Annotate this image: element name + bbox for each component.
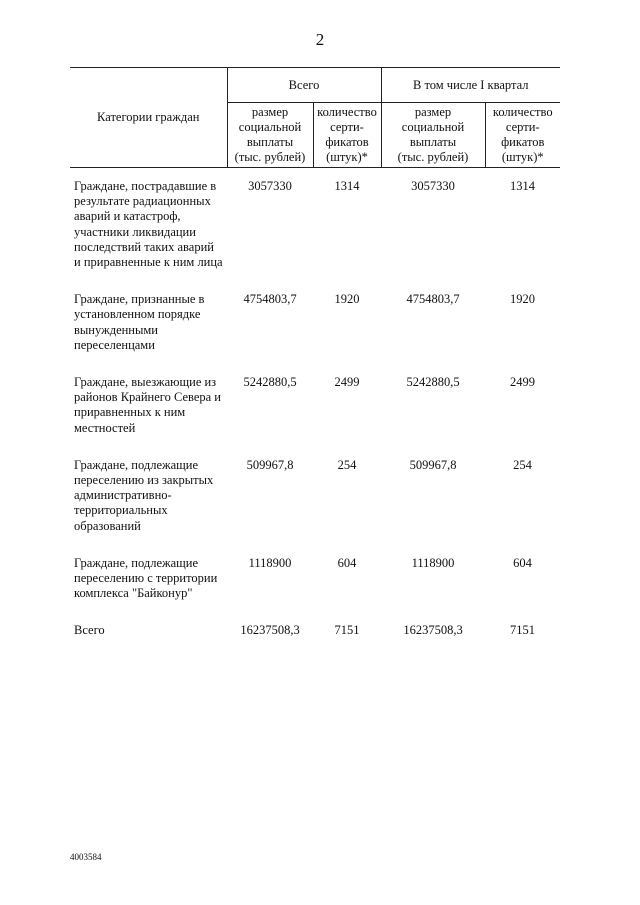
table-row	[70, 375, 560, 458]
header-category: Категории граждан	[70, 68, 227, 168]
row-q1-payment: 1118900	[411, 555, 455, 570]
row-total-certs: 2499	[334, 375, 360, 390]
row-q1-payment: 5242880,5	[406, 375, 460, 390]
row-total-payment: 16237508,3	[240, 623, 300, 638]
row-total-certs: 1920	[334, 292, 360, 307]
table-row	[70, 179, 560, 292]
row-total-payment: 1118900	[248, 555, 292, 570]
row-q1-payment: 16237508,3	[403, 623, 463, 638]
table-row	[70, 556, 560, 624]
row-q1-certs: 2499	[510, 375, 535, 390]
header-total-payment: размер социальной выплаты (тыс. рублей)	[227, 103, 313, 168]
row-category: Граждане, признанные в установленном порядке вынужденными переселенцами	[74, 292, 205, 352]
row-q1-certs: 7151	[510, 623, 535, 638]
header-group-quarter: В том числе I квартал	[381, 68, 560, 103]
page-number: 2	[315, 30, 325, 49]
row-total-certs: 1314	[334, 179, 360, 193]
row-q1-payment: 509967,8	[409, 457, 457, 472]
row-q1-payment: 3057330	[411, 179, 455, 193]
row-total-certs: 7151	[334, 623, 360, 638]
row-total-payment: 509967,8	[246, 457, 294, 472]
header-group-total: Всего	[227, 68, 381, 103]
document-code: 4003584	[70, 852, 102, 862]
table-row	[70, 458, 560, 556]
header-total-certs: количество серти- фикатов (штук)*	[313, 103, 381, 168]
row-q1-certs: 1920	[510, 292, 535, 307]
row-q1-payment: 4754803,7	[406, 292, 460, 307]
header-q1-certs: количество серти- фикатов (штук)*	[485, 103, 560, 168]
row-total-certs: 604	[337, 555, 357, 570]
row-q1-certs: 254	[513, 457, 532, 472]
table-row-total	[70, 623, 560, 660]
table-row	[70, 292, 560, 375]
row-category: Граждане, подлежащие переселению из закрытых административно-территориальных образований	[74, 457, 214, 533]
row-total-payment: 3057330	[248, 179, 292, 193]
row-total-payment: 5242880,5	[243, 375, 297, 390]
row-category: Граждане, подлежащие переселению с территории комплекса "Байконур"	[74, 555, 218, 601]
row-q1-certs: 604	[513, 555, 532, 570]
row-total-certs: 254	[337, 457, 357, 472]
row-category: Граждане, пострадавшие в результате радиационных аварий и катастроф, участники ликвидации последствий таких аварий и приравненные к ним лица	[74, 179, 223, 270]
row-q1-certs: 1314	[510, 179, 535, 193]
row-category: Граждане, выезжающие из районов Крайнего Севера и приравненных к ним местностей	[74, 375, 221, 435]
row-category: Всего	[74, 623, 105, 638]
header-q1-payment: размер социальной выплаты (тыс. рублей)	[381, 103, 485, 168]
table-header	[70, 67, 560, 168]
table-body	[70, 179, 560, 661]
row-total-payment: 4754803,7	[243, 292, 297, 307]
